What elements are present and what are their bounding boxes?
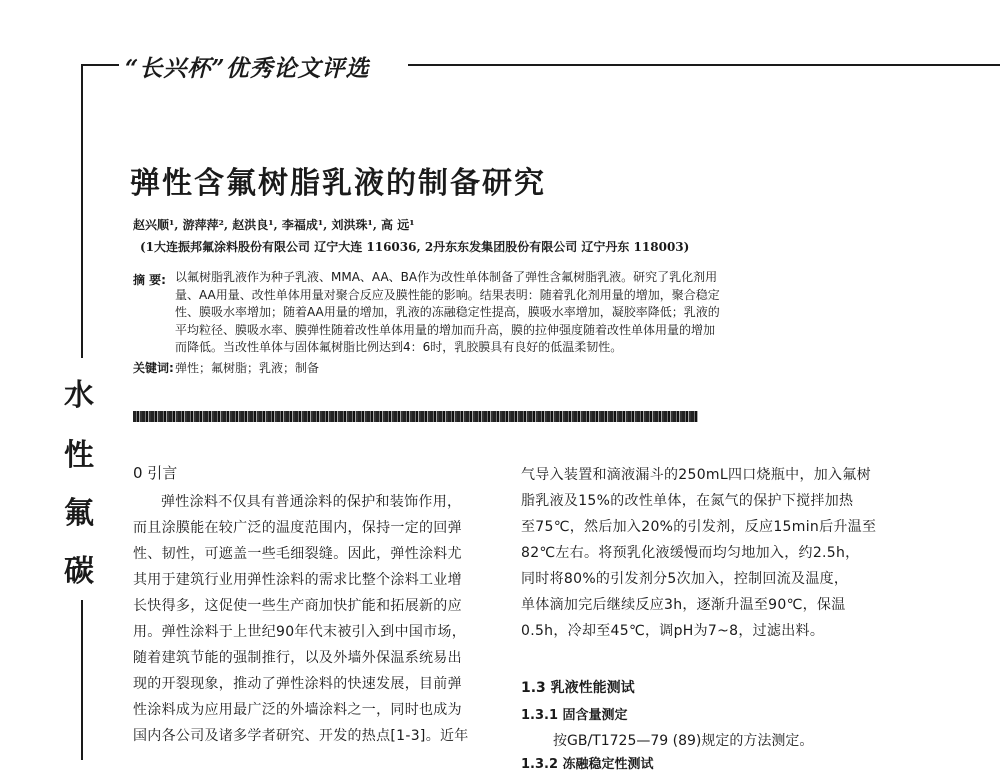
- article-title: 弹性含氟树脂乳液的制备研究: [130, 166, 546, 201]
- paragraph-line: 82℃左右。将预乳化液缓慢而均匀地加入，约2.5h，: [521, 545, 860, 561]
- abstract: [175, 269, 803, 357]
- side-label-char: 性: [64, 438, 94, 473]
- header-rule-right: [408, 64, 1000, 66]
- paragraph-line: 至75℃，然后加入20%的引发剂，反应15min后升温至: [521, 519, 877, 535]
- paragraph-line: 按GB/T1725—79 (89)规定的方法测定。: [553, 733, 814, 749]
- keywords-label: 关键词:: [133, 361, 174, 375]
- paragraph-line: 国内各公司及诸多学者研究、开发的热点[1-3]。近年: [133, 728, 469, 744]
- paragraph-line: 而且涂膜能在较广泛的温度范围内，保持一定的回弹: [133, 520, 462, 536]
- frame-rule-bottom: [81, 600, 83, 760]
- keywords: 弹性；氟树脂；乳液；制备: [175, 361, 320, 375]
- paragraph-line: 脂乳液及15%的改性单体，在氮气的保护下搅拌加热: [521, 493, 854, 509]
- subsubsection-title: 1.3.2 冻融稳定性测试: [521, 757, 654, 772]
- abstract-line: 以氟树脂乳液作为种子乳液、MMA、AA、BA作为改性单体制备了弹性含氟树脂乳液。研究了乳化剂用: [175, 270, 718, 284]
- paragraph-line: 用。弹性涂料于上世纪90年代末被引入到中国市场，: [133, 624, 467, 640]
- right-column: [521, 462, 901, 644]
- side-label-char: 碳: [64, 554, 94, 589]
- side-label-char: 水: [64, 378, 94, 413]
- subsection-title: 1.3 乳液性能测试: [521, 680, 635, 696]
- paragraph-line: 其用于建筑行业用弹性涂料的需求比整个涂料工业增: [133, 572, 462, 588]
- section-title-intro: 0 引言: [133, 464, 178, 482]
- left-column: [133, 489, 503, 749]
- abstract-label: 摘 要:: [133, 273, 166, 287]
- author-list: 赵兴顺¹, 游萍萍², 赵洪良¹, 李福成¹, 刘洪珠¹, 高 远¹: [133, 218, 415, 232]
- paragraph-line: 现的开裂现象，推动了弹性涂料的快速发展，目前弹: [133, 676, 462, 692]
- paragraph-line: 0.5h，冷却至45℃，调pH为7~8，过滤出料。: [521, 623, 825, 639]
- paragraph-line: 性涂料成为应用最广泛的外墙涂料之一，同时也成为: [133, 702, 462, 718]
- paragraph-line: 弹性涂料不仅具有普通涂料的保护和装饰作用，: [161, 494, 462, 510]
- paragraph-line: 性、韧性，可遮盖一些毛细裂缝。因此，弹性涂料尤: [133, 546, 462, 562]
- frame-rule-top: [81, 64, 83, 358]
- abstract-line: 量、AA用量、改性单体用量对聚合反应及膜性能的影响。结果表明：随着乳化剂用量的增加，聚合稳定: [175, 287, 720, 302]
- paragraph-line: 气导入装置和滴液漏斗的250mL四口烧瓶中，加入氟树: [521, 467, 871, 483]
- paragraph-line: 单体滴加完后继续反应3h，逐渐升温至90℃，保温: [521, 597, 846, 613]
- side-label-char: 氟: [64, 496, 94, 531]
- subsubsection-title: 1.3.1 固含量测定: [521, 708, 628, 723]
- section-header: “长兴杯”优秀论文评选: [125, 55, 370, 82]
- decorative-band: [133, 411, 698, 422]
- abstract-line: 而降低。当改性单体与固体氟树脂比例达到4：6时，乳胶膜具有良好的低温柔韧性。: [175, 340, 623, 354]
- affiliation: (1大连振邦氟涂料股份有限公司 辽宁大连 116036, 2丹东东发集团股份有限公司 辽宁丹东 118003): [140, 240, 690, 254]
- abstract-line: 平均粒径、膜吸水率、膜弹性随着改性单体用量的增加而升高，膜的拉伸强度随着改性单体用量的增加: [175, 322, 716, 337]
- paragraph-line: 长快得多，这促使一些生产商加快扩能和拓展新的应: [133, 598, 462, 614]
- header-rule-left: [81, 64, 119, 66]
- paragraph-line: 随着建筑节能的强制推行，以及外墙外保温系统易出: [133, 650, 462, 666]
- paragraph-line: 同时将80%的引发剂分5次加入，控制回流及温度，: [521, 571, 849, 587]
- abstract-line: 性、膜吸水率增加；随着AA用量的增加，乳液的冻融稳定性提高，膜吸水率增加，凝胶率降低；乳液的: [175, 305, 720, 319]
